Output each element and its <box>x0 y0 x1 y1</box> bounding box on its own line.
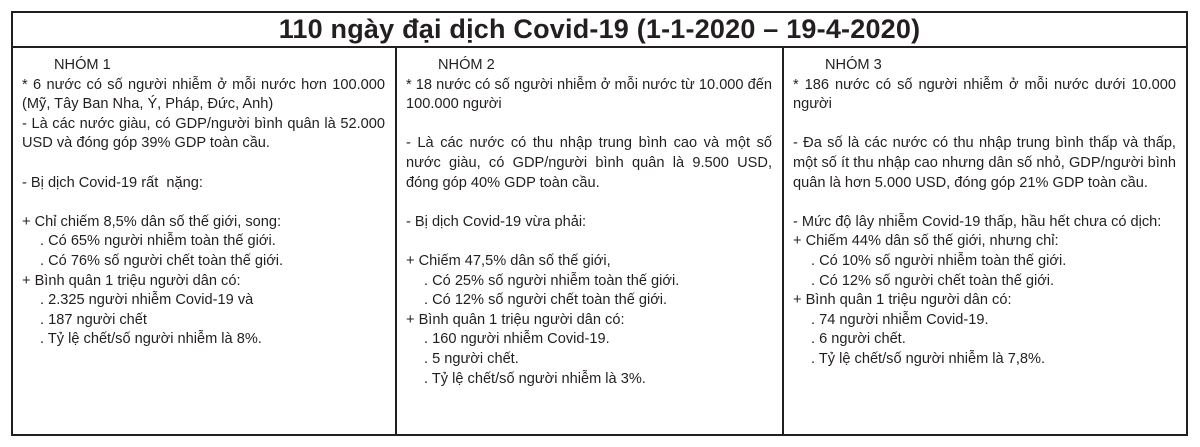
group-column-3 <box>782 48 1186 434</box>
group-per-million: + Bình quân 1 triệu người dân có: <box>406 311 625 328</box>
group-population: + Chiếm 44% dân số thế giới, nhưng chỉ: <box>793 233 1059 250</box>
group-fatality-rate: . Tỷ lệ chết/số người nhiễm là 3%. <box>424 370 646 387</box>
group-economy: - Đa số là các nước có thu nhập trung bình thấp và thấp, một số ít thu nhập cao nhưng dân số nhỏ, GDP/người bình quân là hơn 5.000 USD, đóng góp 21% GDP toàn cầu. <box>793 135 1176 191</box>
group-heading: NHÓM 2 <box>438 57 495 73</box>
group-infected-share: . Có 65% người nhiễm toàn thế giới. <box>40 233 276 250</box>
group-deaths-per-million: . 5 người chết. <box>424 350 519 367</box>
page-title: 110 ngày đại dịch Covid-19 (1-1-2020 – 19-4-2020) <box>13 13 1186 48</box>
summary-table <box>11 11 1188 436</box>
group-infected-per-million: . 2.325 người nhiễm Covid-19 và <box>40 292 254 309</box>
group-severity: - Bị dịch Covid-19 rất nặng: <box>22 174 203 191</box>
group-fatality-rate: . Tỷ lệ chết/số người nhiễm là 8%. <box>40 331 262 348</box>
group-infected-per-million: . 74 người nhiễm Covid-19. <box>811 311 989 328</box>
group-infected-share: . Có 10% số người nhiễm toàn thế giới. <box>811 252 1067 269</box>
group-per-million: + Bình quân 1 triệu người dân có: <box>793 292 1012 309</box>
group-death-share: . Có 12% số người chết toàn thế giới. <box>811 272 1055 289</box>
group-economy: - Là các nước giàu, có GDP/người bình quân là 52.000 USD và đóng góp 39% GDP toàn cầu. <box>22 115 385 152</box>
group-population: + Chiếm 47,5% dân số thế giới, <box>406 252 611 269</box>
group-deaths-per-million: . 187 người chết <box>40 311 147 328</box>
group-infected-per-million: . 160 người nhiễm Covid-19. <box>424 331 610 348</box>
group-death-share: . Có 76% số người chết toàn thế giới. <box>40 252 284 269</box>
group-death-share: . Có 12% số người chết toàn thế giới. <box>424 292 668 309</box>
group-population: + Chỉ chiếm 8,5% dân số thế giới, song: <box>22 213 282 230</box>
group-fatality-rate: . Tỷ lệ chết/số người nhiễm là 7,8%. <box>811 350 1046 367</box>
group-severity: - Mức độ lây nhiễm Covid-19 thấp, hầu hết chưa có dịch: <box>793 213 1162 230</box>
group-per-million: + Bình quân 1 triệu người dân có: <box>22 272 241 289</box>
group-economy: - Là các nước có thu nhập trung bình cao và một số nước giàu, có GDP/người bình quân là 9.500 USD, đóng góp 40% GDP toàn cầu. <box>406 135 772 191</box>
group-heading: NHÓM 1 <box>54 57 111 73</box>
group-severity: - Bị dịch Covid-19 vừa phải: <box>406 213 587 230</box>
group-infected-share: . Có 25% số người nhiễm toàn thế giới. <box>424 272 680 289</box>
group-scope: * 18 nước có số người nhiễm ở mỗi nước từ 10.000 đến 100.000 người <box>406 76 772 113</box>
group-column-2 <box>395 48 782 434</box>
group-scope: * 186 nước có số người nhiễm ở mỗi nước dưới 10.000 người <box>793 76 1176 113</box>
group-heading: NHÓM 3 <box>825 57 882 73</box>
group-column-1 <box>13 48 395 434</box>
group-scope: * 6 nước có số người nhiễm ở mỗi nước hơn 100.000 (Mỹ, Tây Ban Nha, Ý, Pháp, Đức, Anh) <box>22 76 385 113</box>
group-deaths-per-million: . 6 người chết. <box>811 331 906 348</box>
groups-row <box>13 48 1186 434</box>
